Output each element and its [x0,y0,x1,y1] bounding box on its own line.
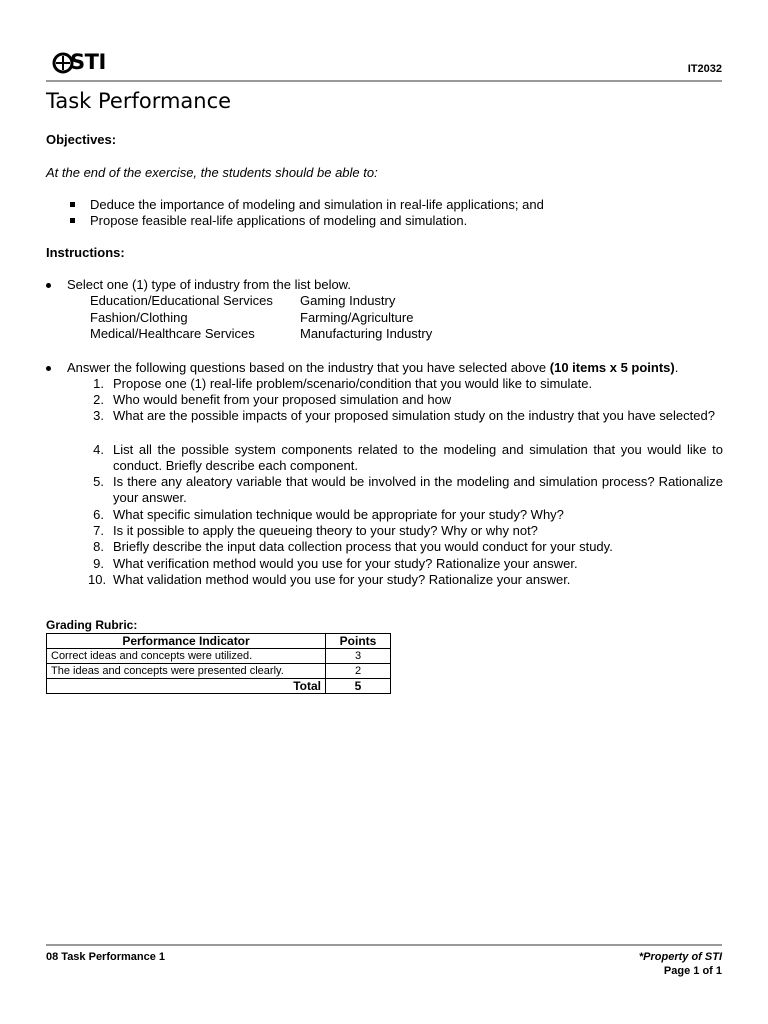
instruction-step-2 [67,360,678,377]
objectives-intro: At the end of the exercise, the students should be able to: [46,165,378,180]
question-number: 5. [93,474,104,489]
question-number: 10. [88,572,107,587]
question-item: What are the possible impacts of your proposed simulation study on the industry that you have selected? [113,408,715,423]
step2-text: Answer the following questions based on the industry that you have selected above [67,360,550,375]
objectives-heading: Objectives: [46,132,117,147]
instructions-heading: Instructions: [46,245,125,260]
footer-divider [46,944,722,946]
indicator-cell: Correct ideas and concepts were utilized. [47,649,326,664]
question-item: What specific simulation technique would be appropriate for your study? Why? [113,507,564,522]
table-header-row [47,634,391,649]
question-item: Propose one (1) real-life problem/scenario/condition that you would like to simulate. [113,376,593,391]
logo-text: STI [70,50,106,74]
table-total-row [47,679,391,694]
page-title: Task Performance [46,89,232,113]
question-item: Who would benefit from your proposed simulation and how [113,392,452,407]
footer-page-number: Page 1 of 1 [663,965,722,977]
instruction-step-1: Select one (1) type of industry from the list below. [67,277,351,292]
total-label: Total [47,679,326,694]
bullet-dot-icon [46,283,51,288]
points-cell: 3 [326,649,391,664]
question-number: 4. [93,442,104,457]
question-item: What validation method would you use for your study? Rationalize your answer. [113,572,571,587]
question-number: 1. [93,376,104,391]
industry-option: Manufacturing Industry [300,326,433,341]
question-number: 7. [93,523,104,538]
question-item: Is it possible to apply the queueing theory to your study? Why or why not? [113,523,538,538]
objective-item: Deduce the importance of modeling and simulation in real-life applications; and [90,197,544,212]
industry-option: Fashion/Clothing [90,309,188,325]
total-value: 5 [326,679,391,694]
footer-property: *Property of STI [638,951,722,963]
objective-item: Propose feasible real-life applications of modeling and simulation. [90,213,468,228]
bullet-square-icon [70,202,75,207]
step2-end: . [674,360,679,375]
indicator-cell: The ideas and concepts were presented clearly. [47,664,326,679]
question-number: 3. [93,408,104,423]
table-row [47,649,391,664]
question-number: 8. [93,539,104,554]
question-item: List all the possible system components related to the modeling and simulation that you would like to conduct. Briefly describe each component. [113,442,723,473]
industry-option: Farming/Agriculture [300,309,414,325]
question-item: Is there any aleatory variable that would be involved in the modeling and simulation process? Rationalize your answer. [113,474,723,505]
bullet-dot-icon [46,366,51,371]
rubric-heading: Grading Rubric: [46,618,138,632]
table-row [47,664,391,679]
col-performance-indicator: Performance Indicator [47,634,326,649]
bullet-square-icon [70,218,75,223]
question-number: 2. [93,392,104,407]
header-divider [46,80,722,82]
col-points: Points [326,634,391,649]
industry-option: Gaming Industry [300,293,396,308]
grading-rubric-table [46,633,391,694]
question-item: What verification method would you use for your study? Rationalize your answer. [113,556,578,571]
question-number: 9. [93,556,104,571]
course-code: IT2032 [687,63,722,75]
points-cell: 2 [326,664,391,679]
question-item: Briefly describe the input data collection process that you would conduct for your study. [113,539,613,554]
step2-points: (10 items x 5 points) [549,360,675,375]
industry-option: Medical/Healthcare Services [90,326,255,341]
footer-document-name: 08 Task Performance 1 [46,951,166,963]
industry-option: Education/Educational Services [90,293,273,308]
question-number: 6. [93,507,104,522]
